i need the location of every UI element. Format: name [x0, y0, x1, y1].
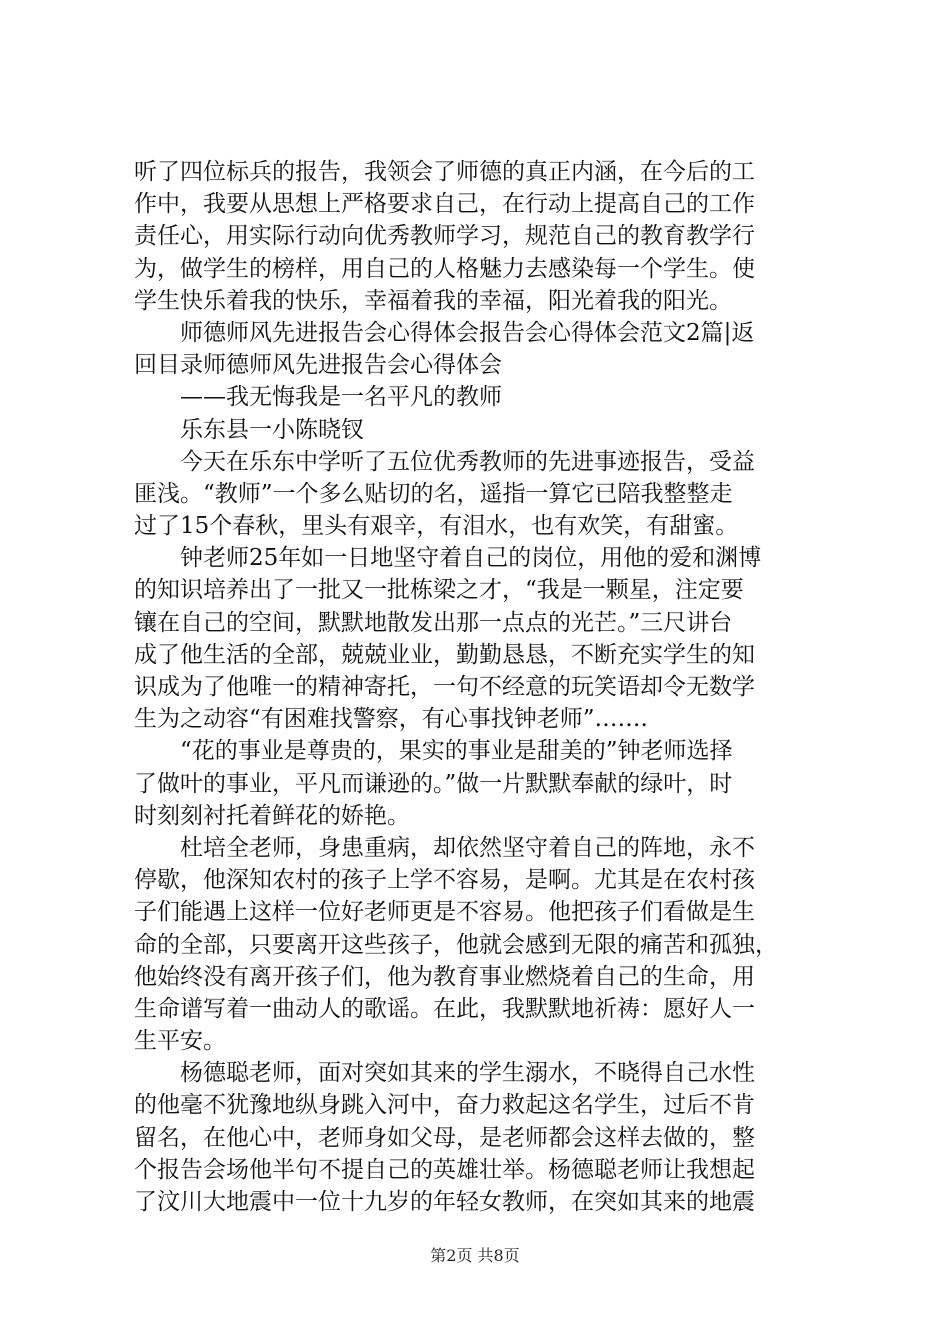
text-line: “花的事业是尊贵的，果实的事业是甜美的”钟老师选择 [134, 738, 733, 765]
text-line: 为，做学生的榜样，用自己的人格魅力去感染每一个学生。使 [134, 255, 755, 282]
text-line: 命的全部，只要离开这些孩子，他就会感到无限的痛苦和孤独， [134, 931, 778, 958]
text-line: 乐东县一小陈晓钗 [134, 416, 364, 443]
text-line: 他始终没有离开孩子们，他为教育事业燃烧着自己的生命，用 [134, 963, 755, 990]
text-line: 个报告会场他半句不提自己的英雄壮举。杨德聪老师让我想起 [134, 1156, 755, 1183]
text-line: 匪浅。“教师”一个多么贴切的名，遥指一算它已陪我整整走 [134, 480, 733, 507]
text-line: 了做叶的事业，平凡而谦逊的。”做一片默默奉献的绿叶，时 [134, 770, 733, 797]
text-line: 责任心，用实际行动向优秀教师学习，规范自己的教育教学行 [134, 223, 755, 250]
text-line: 的他毫不犹豫地纵身跳入河中，奋力救起这名学生，过后不肯 [134, 1092, 755, 1119]
text-line: 停歇，他深知农村的孩子上学不容易，是啊。尤其是在农村孩 [134, 867, 755, 894]
text-line: ——我无悔我是一名平凡的教师 [134, 384, 502, 411]
text-line: 生平安。 [134, 1028, 226, 1055]
text-line: 生为之动容“有困难找警察，有心事找钟老师”……. [134, 706, 648, 733]
text-line: 过了15个春秋，里头有艰辛，有泪水，也有欢笑，有甜蜜。 [134, 513, 739, 540]
text-line: 钟老师25年如一日地坚守着自己的岗位，用他的爱和渊博 [134, 545, 762, 572]
text-line: 留名，在他心中，老师身如父母，是老师都会这样去做的，整 [134, 1124, 755, 1151]
text-line: 识成为了他唯一的精神寄托，一句不经意的玩笑语却令无数学 [134, 674, 755, 700]
text-line: 作中，我要从思想上严格要求自己，在行动上提高自己的工作 [134, 191, 755, 218]
text-line: 杜培全老师，身患重病，却依然坚守着自己的阵地，永不 [134, 834, 755, 861]
text-line: 时刻刻衬托着鲜花的娇艳。 [134, 802, 410, 829]
text-line: 子们能遇上这样一位好老师更是不容易。他把孩子们看做是生 [134, 899, 755, 926]
text-line: 镶在自己的空间，默默地散发出那一点点的光芒。”三尺讲台 [134, 609, 733, 636]
page-footer: 第2页 共8页 [430, 1246, 520, 1265]
body-text [134, 156, 824, 1218]
text-line: 师德师风先进报告会心得体会报告会心得体会范文2篇|返 [134, 319, 755, 346]
text-line: 成了他生活的全部，兢兢业业，勤勤恳恳，不断充实学生的知 [134, 641, 755, 668]
text-line: 学生快乐着我的快乐，幸福着我的幸福，阳光着我的阳光。 [134, 287, 732, 314]
text-line: 今天在乐东中学听了五位优秀教师的先进事迹报告，受益 [134, 448, 755, 475]
text-line: 杨德聪老师，面对突如其来的学生溺水，不晓得自己水性 [134, 1060, 755, 1087]
text-line: 生命谱写着一曲动人的歌谣。在此，我默默地祈祷：愿好人一 [134, 995, 755, 1022]
text-line: 听了四位标兵的报告，我领会了师德的真正内涵，在今后的工 [134, 159, 755, 185]
text-line: 回目录师德师风先进报告会心得体会 [134, 352, 502, 379]
text-line: 的知识培养出了一批又一批栋梁之才，“我是一颗星，注定要 [134, 577, 744, 604]
text-line: 了汶川大地震中一位十九岁的年轻女教师，在突如其来的地震 [134, 1189, 755, 1215]
